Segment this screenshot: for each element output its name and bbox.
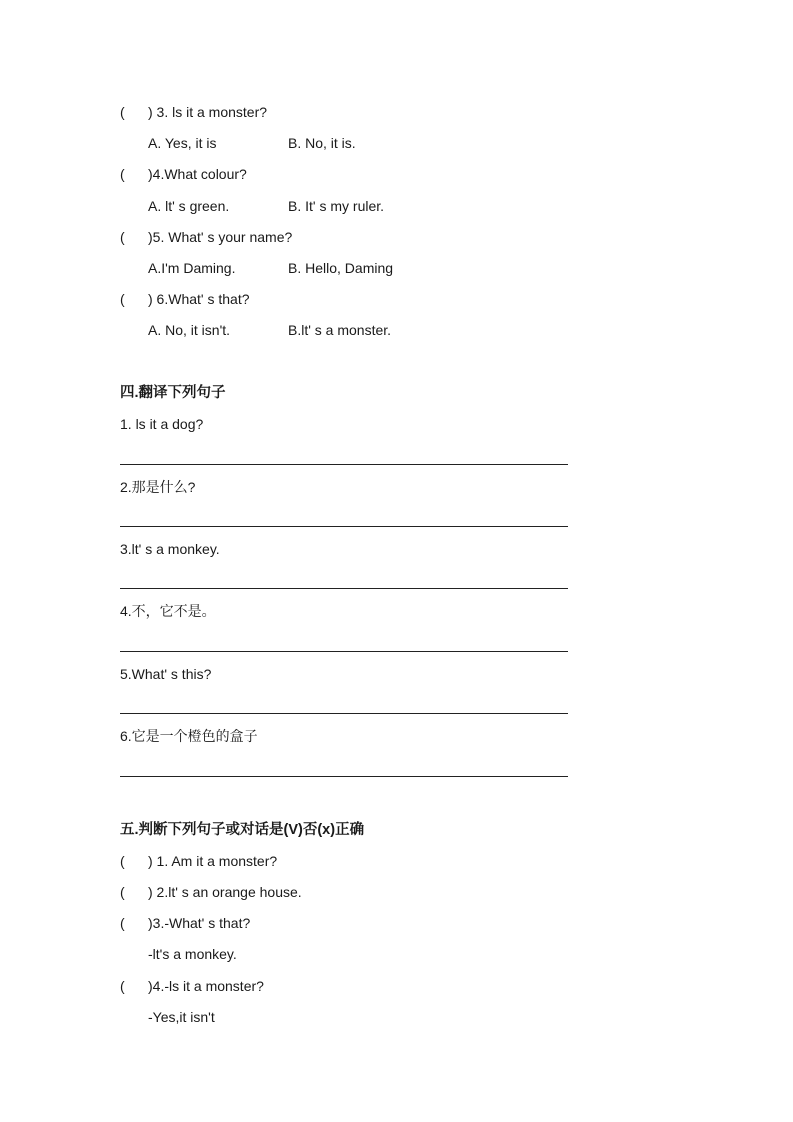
answer-line[interactable] <box>120 526 568 527</box>
question-text: )4.-ls it a monster? <box>148 978 264 994</box>
translate-item-6: 6.它是一个橙色的盒子 <box>120 728 258 744</box>
answer-line[interactable] <box>120 464 568 465</box>
option-a: A.I'm Daming. <box>148 260 236 276</box>
section-heading-translate: 四.翻译下列句子 <box>120 385 226 401</box>
translate-item-4: 4.不，它不是。 <box>120 603 216 619</box>
option-b: B. No, it is. <box>288 135 356 151</box>
question-text: ) 2.lt' s an orange house. <box>148 884 302 900</box>
question-text: )4.What colour? <box>148 166 247 182</box>
section-heading-judge: 五.判断下列句子或对话是(V)否(x)正确 <box>120 822 365 838</box>
answer-bracket[interactable]: ( <box>120 104 125 120</box>
answer-line[interactable] <box>120 713 568 714</box>
question-text: )5. What' s your name? <box>148 229 293 245</box>
question-text: ) 6.What' s that? <box>148 291 250 307</box>
option-a: A. Yes, it is <box>148 135 217 151</box>
answer-bracket[interactable]: ( <box>120 166 125 182</box>
answer-line[interactable] <box>120 588 568 589</box>
translate-item-3: 3.lt' s a monkey. <box>120 541 220 557</box>
answer-line[interactable] <box>120 651 568 652</box>
translate-item-5: 5.What' s this? <box>120 666 212 682</box>
translate-item-1: 1. ls it a dog? <box>120 416 204 432</box>
answer-bracket[interactable]: ( <box>120 978 125 994</box>
question-text: ) 3. ls it a monster? <box>148 104 268 120</box>
dialogue-reply: -Yes,it isn't <box>148 1009 215 1025</box>
option-b: B. It' s my ruler. <box>288 198 385 214</box>
answer-line[interactable] <box>120 776 568 777</box>
dialogue-reply: -lt's a monkey. <box>148 946 237 962</box>
option-b: B.lt' s a monster. <box>288 322 392 338</box>
question-text: ) 1. Am it a monster? <box>148 853 278 869</box>
translate-item-2: 2.那是什么? <box>120 479 196 495</box>
answer-bracket[interactable]: ( <box>120 229 125 245</box>
option-a: A. No, it isn't. <box>148 322 231 338</box>
question-text: )3.-What' s that? <box>148 915 251 931</box>
option-b: B. Hello, Daming <box>288 260 394 276</box>
answer-bracket[interactable]: ( <box>120 884 125 900</box>
answer-bracket[interactable]: ( <box>120 853 125 869</box>
answer-bracket[interactable]: ( <box>120 915 125 931</box>
answer-bracket[interactable]: ( <box>120 291 125 307</box>
option-a: A. lt' s green. <box>148 198 230 214</box>
